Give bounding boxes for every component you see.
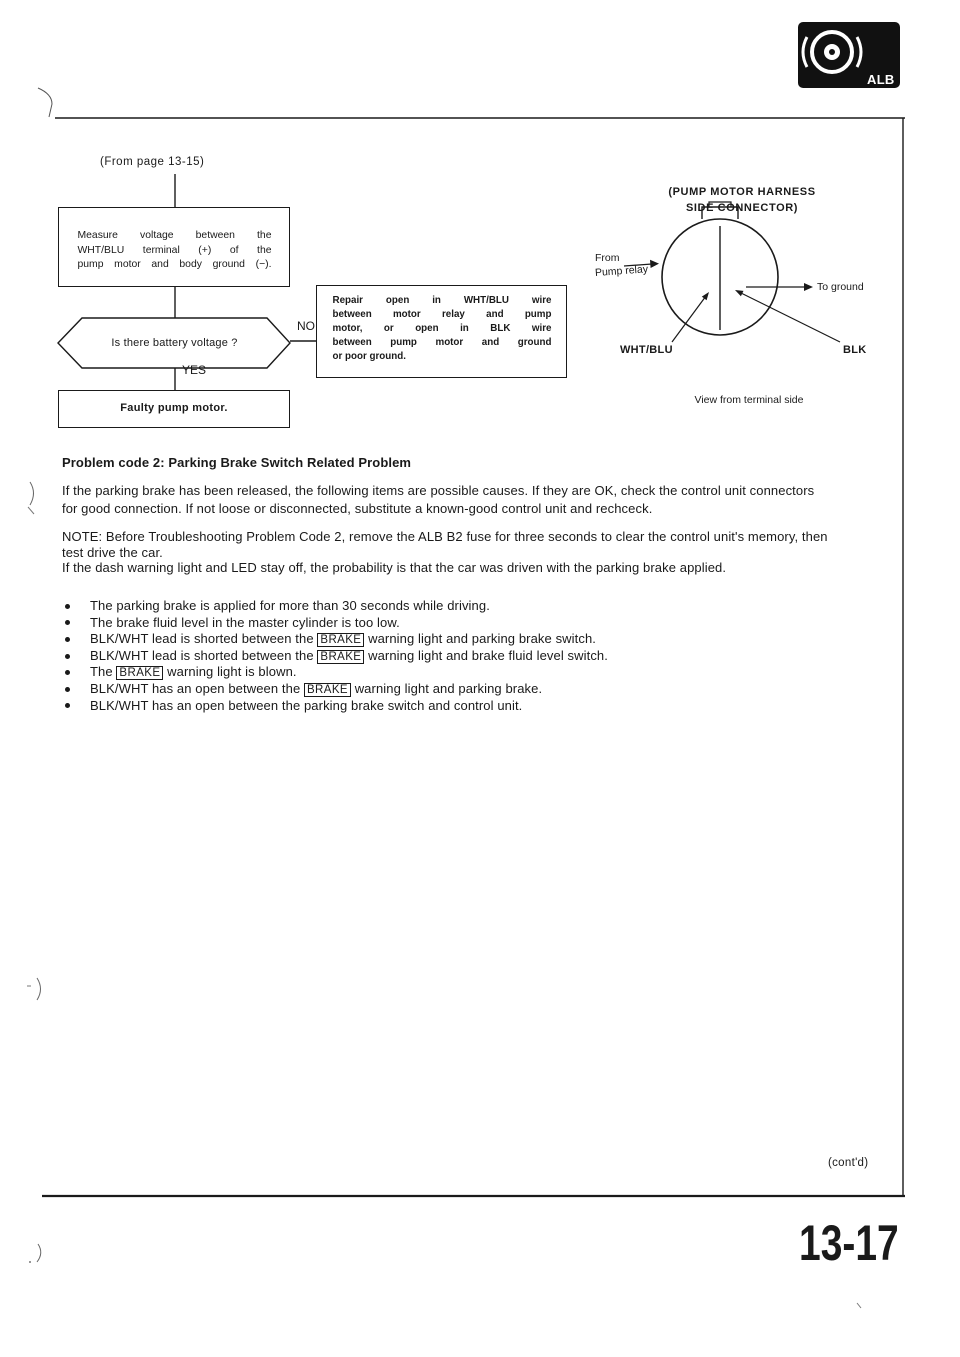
step-line: Measure voltage between the [77,230,272,241]
scan-artifact [37,978,41,1000]
action-line: between motor relay and pump [332,308,552,320]
cause-text: warning light and parking brake switch. [364,631,596,647]
connector-title-line-1: (PUMP MOTOR HARNESS [668,186,816,198]
problem-intro-paragraph [62,482,814,518]
connector-title-line-2: SIDE CONNECTOR) [685,202,799,214]
scan-artifact [29,1261,31,1263]
bullet-icon [65,654,70,659]
bullet-icon [65,620,70,625]
alb-badge-label: ALB [867,72,895,87]
bullet-icon [65,687,70,692]
action-line: between pump motor and ground [332,337,552,349]
no-branch-label: NO [297,319,315,333]
brake-lamp-label: BRAKE [116,666,163,680]
blk-terminal-arrow [735,290,744,296]
possible-causes-list [62,598,608,714]
cause-text: BLK/WHT lead is shorted between the [90,647,318,663]
bullet-icon [65,637,70,642]
measure-voltage-text [78,229,272,273]
note-line: If the dash warning light and LED stay off, the probability is that the car was driven with the parking brake applied. [62,560,727,575]
scan-artifact [38,88,52,117]
action-line: motor, or open in BLK wire [332,322,552,334]
bullet-icon [65,703,70,708]
cause-text: warning light is blown. [163,664,297,680]
wht-blu-leader [672,296,706,342]
note-line: test drive the car. [62,544,163,560]
measure-voltage-step-box [58,207,290,287]
list-item [62,681,608,698]
list-item [62,698,608,715]
cause-text: The brake fluid level in the master cylinder is too low. [90,614,400,630]
wire-blk-label: BLK [843,344,867,356]
brake-lamp-label: BRAKE [304,683,351,697]
repair-open-text [333,294,552,365]
action-line: or poor ground. [332,351,406,363]
list-item [62,631,608,648]
bullet-icon [65,604,70,609]
from-label: From [595,252,620,264]
cause-text: The parking brake is applied for more than 30 seconds while driving. [90,598,490,613]
continued-label: (cont'd) [828,1157,869,1169]
blk-leader [740,293,840,343]
decision-question: Is there battery voltage ? [111,337,238,349]
from-page-reference: (From page 13-15) [100,156,205,168]
cause-text: warning light and brake fluid level switch. [364,647,608,663]
intro-line: If the parking brake has been released, the following items are possible causes. If they are OK, check the control unit connectors [62,483,815,498]
repair-open-action-box [316,285,567,378]
list-item [62,598,608,615]
cause-text: BLK/WHT lead is shorted between the [90,631,318,647]
pump-relay-label: Pump relay [594,263,649,279]
list-item [62,648,608,665]
step-line: pump motor and body ground (−). [77,259,272,270]
to-ground-arrowhead [804,283,813,291]
connector-view-caption: View from terminal side [694,394,804,406]
note-line: NOTE: Before Troubleshooting Problem Code 2, remove the ALB B2 fuse for three seconds to clear the control unit's memory, then [62,529,828,544]
cause-text: BLK/WHT has an open between the parking brake switch and control unit. [90,697,523,713]
brake-lamp-label: BRAKE [317,633,364,647]
faulty-pump-motor-text: Faulty pump motor. [120,402,228,414]
scan-artifact [30,482,34,505]
problem-code-heading: Problem code 2: Parking Brake Switch Related Problem [62,455,412,470]
wht-blu-terminal-arrow [702,292,709,300]
cause-text: BLK/WHT has an open between the [90,680,304,696]
scan-artifact [857,1303,861,1308]
action-line: Repair open in WHT/BLU wire [332,294,552,306]
scan-artifact [28,507,34,514]
intro-line: for good connection. If not loose or disconnected, substitute a known-good control unit and rechceck. [62,501,653,516]
wire-wht-blu-label: WHT/BLU [620,344,673,356]
list-item [62,664,608,681]
yes-branch-label: YES [182,363,207,377]
bullet-icon [65,670,70,675]
from-pump-relay-arrowhead [650,260,659,268]
step-line: WHT/BLU terminal (+) of the [77,244,272,256]
page-number: 13-17 [799,1215,899,1271]
list-item [62,615,608,632]
to-ground-label: To ground [817,281,864,293]
cause-text: warning light and parking brake. [350,680,543,696]
troubleshooting-note [62,529,828,576]
brake-lamp-label: BRAKE [317,650,364,664]
faulty-pump-motor-box [58,390,290,428]
scan-artifact [37,1244,41,1262]
cause-text: The [90,664,117,680]
